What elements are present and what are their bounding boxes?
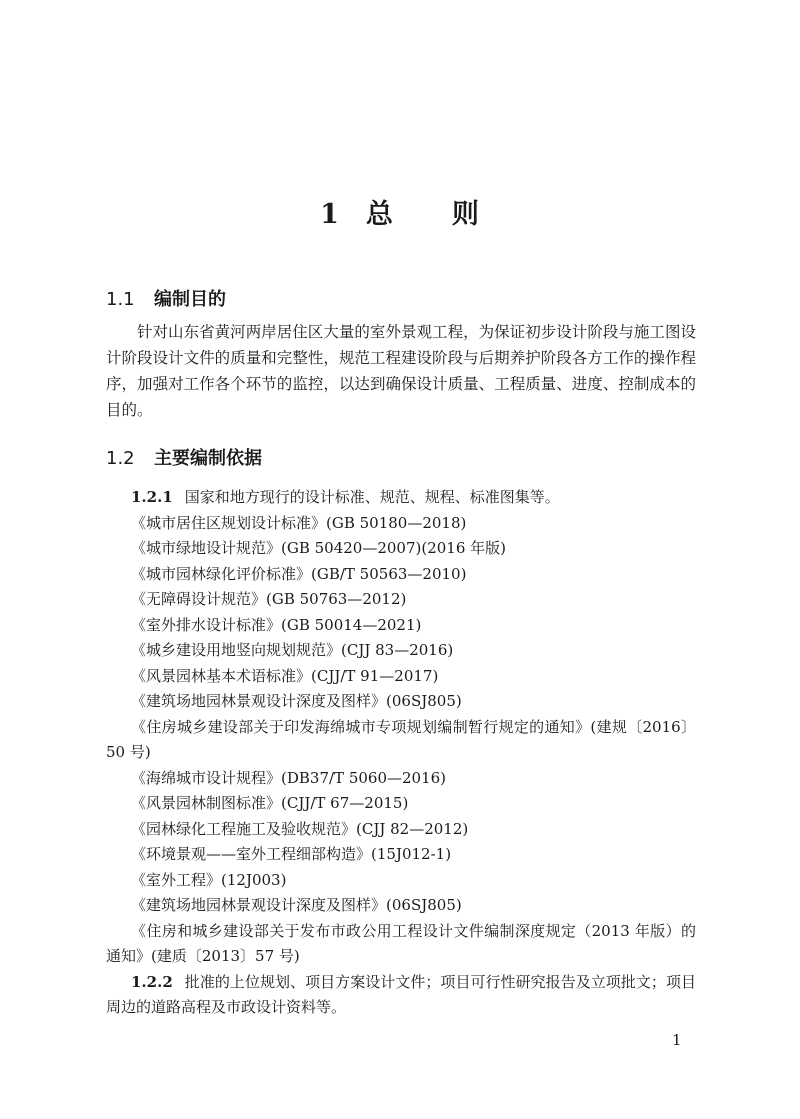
- section-title: 主要编制依据: [154, 448, 262, 469]
- chapter-title: [0, 192, 800, 231]
- section-heading-1-1: [106, 285, 226, 311]
- list-item: 《住房城乡建设部关于印发海绵城市专项规划编制暂行规定的通知》(建规〔2016〕50 号): [106, 717, 696, 761]
- section-heading-1-2: [106, 444, 262, 470]
- section-number: 1.2: [106, 448, 135, 469]
- clause-text: 批准的上位规划、项目方案设计文件；项目可行性研究报告及立项批文；项目周边的道路高程及市政设计资料等。: [106, 972, 696, 1016]
- list-item: 《风景园林基本术语标准》(CJJ/T 91—2017): [131, 666, 439, 685]
- chapter-title-part1: 总: [365, 199, 394, 230]
- list-item: 《环境景观——室外工程细部构造》(15J012-1): [131, 845, 452, 863]
- list-item: 《建筑场地园林景观设计深度及图样》(06SJ805): [131, 896, 462, 914]
- list-item: 《无障碍设计规范》(GB 50763—2012): [131, 590, 407, 608]
- list-item: 《海绵城市设计规程》(DB37/T 5060—2016): [131, 768, 447, 787]
- list-item: 《城市居住区规划设计标准》(GB 50180—2018): [131, 513, 467, 532]
- list-item: 《室外排水设计标准》(GB 50014—2021): [131, 615, 422, 634]
- list-item: 《城市园林绿化评价标准》(GB/T 50563—2010): [131, 564, 467, 583]
- clause-text: 国家和地方现行的设计标准、规范、规程、标准图集等。: [184, 488, 560, 506]
- list-item: 《城乡建设用地竖向规划规范》(CJJ 83—2016): [131, 641, 454, 659]
- chapter-title-part2: 则: [451, 199, 480, 230]
- clause-number: 1.2.1: [131, 488, 173, 506]
- section-number: 1.1: [106, 289, 135, 310]
- clause-number: 1.2.2: [131, 972, 173, 991]
- list-item: 《室外工程》(12J003): [131, 870, 287, 889]
- page-number: 1: [672, 1031, 682, 1049]
- list-item: 《住房和城乡建设部关于发布市政公用工程设计文件编制深度规定（2013 年版）的通知》(建质〔2013〕57 号): [106, 921, 696, 965]
- chapter-number: 1: [320, 199, 340, 230]
- list-item: 《建筑场地园林景观设计深度及图样》(06SJ805): [131, 692, 462, 710]
- list-item: 《城市绿地设计规范》(GB 50420—2007)(2016 年版): [131, 539, 507, 557]
- list-item: 《风景园林制图标准》(CJJ/T 67—2015): [131, 794, 409, 812]
- list-item: 《园林绿化工程施工及验收规范》(CJJ 82—2012): [131, 819, 469, 838]
- basis-list: [106, 485, 696, 1021]
- section-title: 编制目的: [154, 289, 226, 310]
- clause-1-2-1: [106, 485, 696, 511]
- purpose-paragraph: 针对山东省黄河两岸居住区大量的室外景观工程，为保证初步设计阶段与施工图设计阶段设计文件的质量和完整性，规范工程建设阶段与后期养护阶段各方工作的操作程序，加强对工作各个环节的监控，以达到确保设计质量、工程质量、进度、控制成本的目的。: [106, 323, 696, 419]
- clause-1-2-2: [106, 970, 696, 1021]
